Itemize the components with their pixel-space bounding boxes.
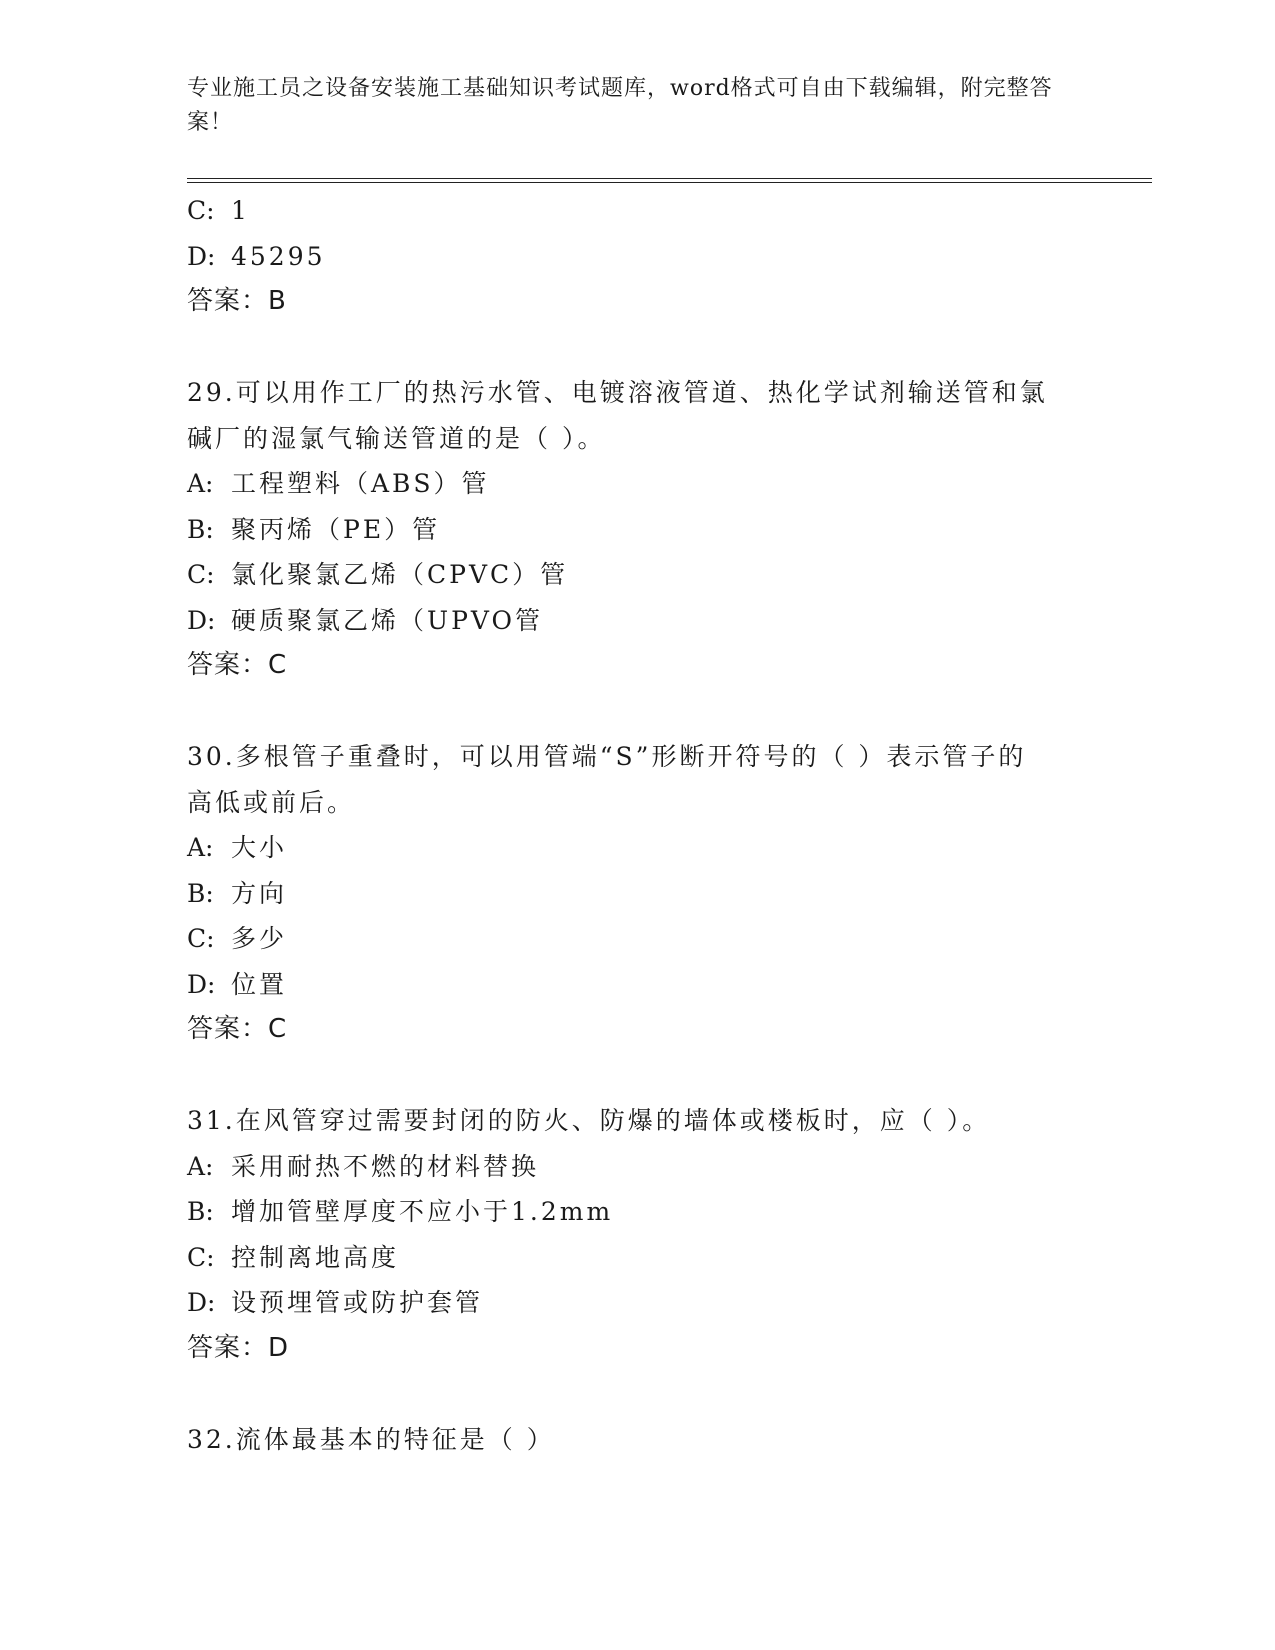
question-stem-cont: 高低或前后。 (187, 787, 356, 817)
answer-line: 答案：B (187, 286, 287, 316)
option-b: B: 方向 (187, 878, 288, 908)
option-b: B: 增加管壁厚度不应小于1.2mm (187, 1197, 614, 1226)
option-d: D: 位置 (187, 969, 288, 999)
option-a: A: 大小 (187, 833, 288, 862)
answer-line: 答案：C (187, 650, 288, 680)
answer-line: 答案：C (187, 1014, 288, 1044)
header-divider (187, 178, 1152, 183)
option-d: D: 45295 (187, 241, 326, 271)
page-header-title: 专业施工员之设备安装施工基础知识考试题库，word格式可自由下载编辑，附完整答案！ (187, 76, 1053, 135)
question-stem: 32.流体最基本的特征是（ ） (187, 1424, 555, 1454)
option-b: B: 聚丙烯（PE）管 (187, 514, 441, 544)
option-a: A: 工程塑料（ABS）管 (187, 469, 490, 498)
option-d: D: 设预埋管或防护套管 (187, 1288, 484, 1317)
option-d: D: 硬质聚氯乙烯（UPVO管 (187, 605, 544, 635)
option-c: C: 氯化聚氯乙烯（CPVC）管 (187, 560, 569, 589)
option-a: A: 采用耐热不燃的材料替换 (187, 1151, 540, 1181)
option-c: C: 多少 (187, 924, 288, 953)
question-list (187, 188, 1087, 1462)
option-c: C: 控制离地高度 (187, 1242, 400, 1272)
question-stem: 31.在风管穿过需要封闭的防火、防爆的墙体或楼板时，应（ ）。 (187, 1106, 991, 1135)
question-stem: 30.多根管子重叠时，可以用管端“S”形断开符号的（ ）表示管子的 (187, 742, 1027, 771)
question-stem: 29.可以用作工厂的热污水管、电镀溶液管道、热化学试剂输送管和氯 (187, 378, 1048, 407)
option-c: C: 1 (187, 196, 250, 225)
question-stem-cont: 碱厂的湿氯气输送管道的是（ ）。 (187, 423, 606, 453)
answer-line: 答案：D (187, 1332, 290, 1363)
